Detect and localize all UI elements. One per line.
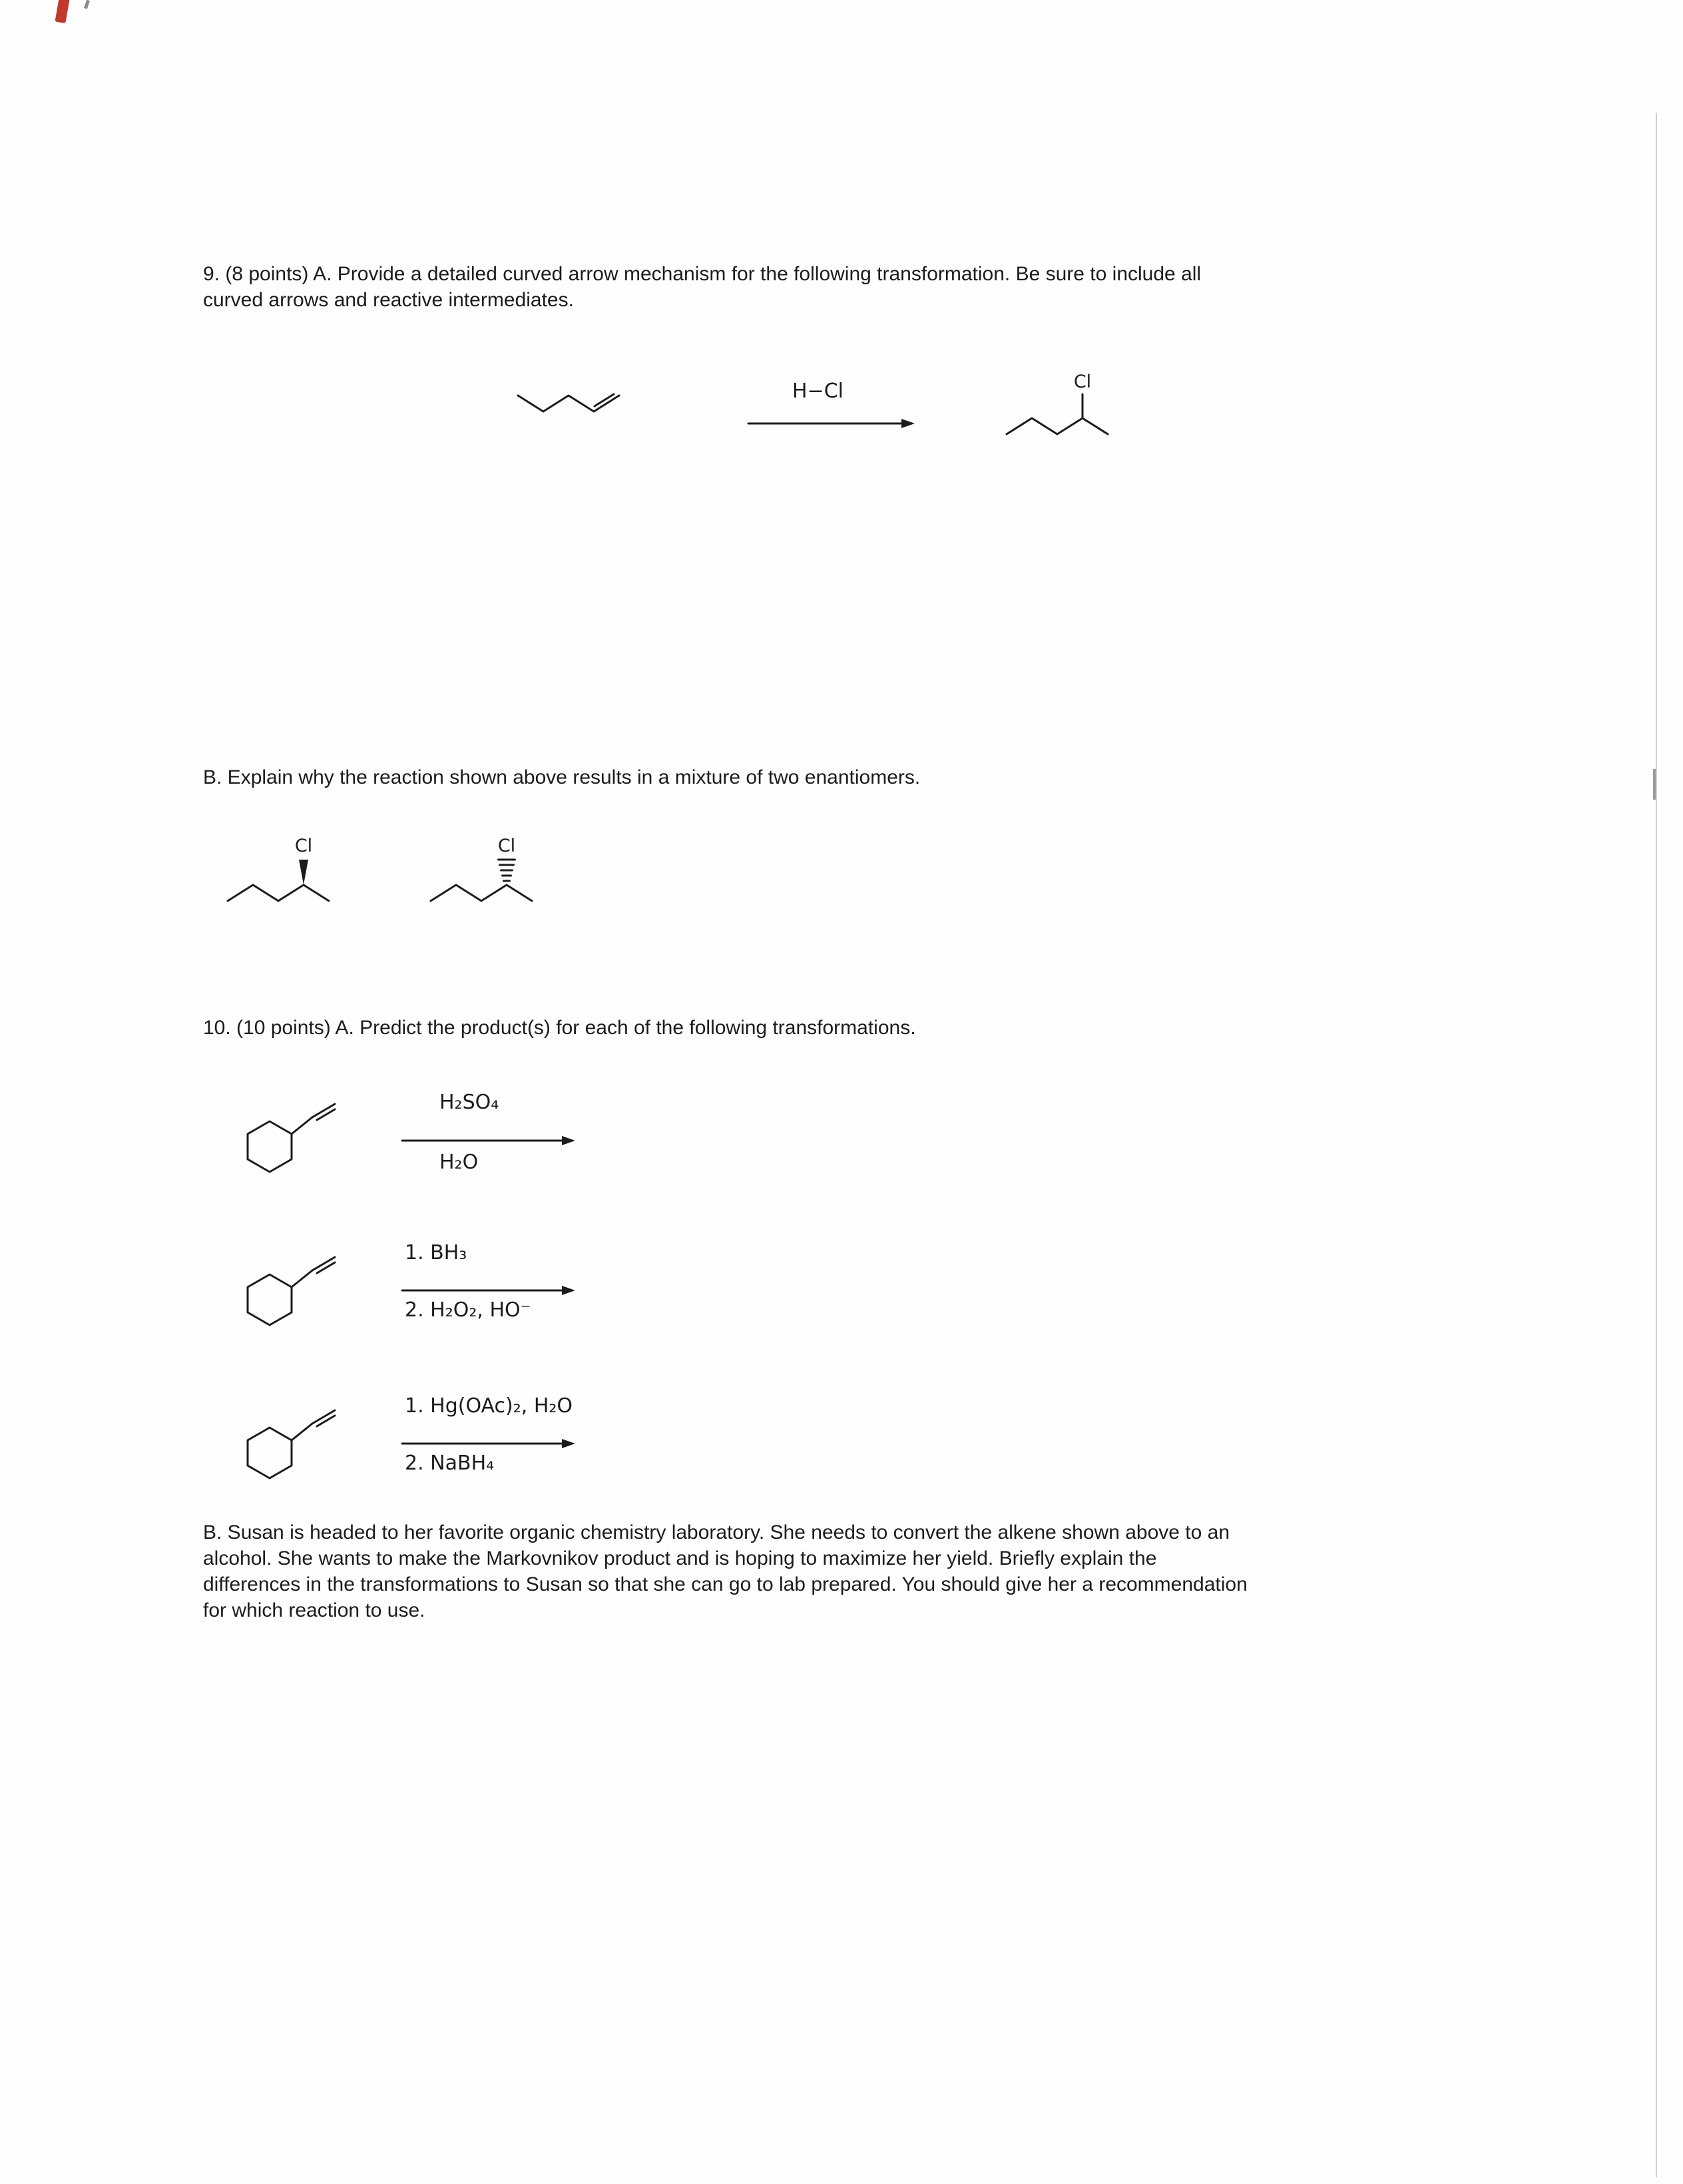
arrowhead	[562, 1439, 575, 1448]
question9-part-a-prompt	[203, 261, 1601, 313]
scan-smudge	[84, 0, 90, 9]
enantiomer-wedge-structure	[220, 816, 373, 922]
red-pen-mark	[55, 0, 70, 23]
arrowhead	[901, 419, 915, 428]
prompt-line: alcohol. She wants to make the Markovnikov product and is hoping to maximize her yield. Briefly explain the	[203, 1547, 1157, 1569]
arrowhead	[562, 1286, 575, 1295]
hcl-label: H−Cl	[792, 380, 843, 403]
prompt-line: curved arrows and reactive intermediates.	[203, 289, 574, 311]
vinylcyclohexane-structure	[230, 1085, 376, 1185]
reagent-below-label: 2. H₂O₂, HO⁻	[405, 1298, 531, 1322]
vinylcyclohexane-structure	[230, 1238, 376, 1338]
scan-edge-line	[1656, 113, 1657, 2177]
reagent-above-label: 1. Hg(OAc)₂, H₂O	[405, 1394, 573, 1418]
question9-part-b-prompt: B. Explain why the reaction shown above results in a mixture of two enantiomers.	[203, 766, 921, 788]
reaction-arrow	[399, 1130, 579, 1151]
prompt-line: 9. (8 points) A. Provide a detailed curved arrow mechanism for the following transformation. Be sure to include all	[203, 263, 1202, 285]
prompt-line: differences in the transformations to Susan so that she can go to lab prepared. You should give her a recommendation	[203, 1573, 1248, 1595]
ring-vinyl-bond	[292, 1424, 312, 1440]
wedge-bond	[299, 860, 308, 885]
carbon-chain	[518, 396, 619, 411]
prompt-line: B. Susan is headed to her favorite organic chemistry laboratory. She needs to convert the alkene shown above to an	[203, 1521, 1230, 1543]
hash-bond	[499, 860, 515, 881]
scan-edge-tick	[1653, 769, 1656, 800]
enantiomer-dash-structure	[423, 816, 576, 922]
vinyl-double-bond-inner	[317, 1262, 335, 1273]
cyclohexane-ring	[248, 1121, 292, 1172]
cyclohexane-ring	[248, 1428, 292, 1478]
carbon-chain	[228, 885, 329, 901]
cl-atom-label: Cl	[497, 836, 516, 856]
reagent-below-label: H₂O	[439, 1151, 479, 1174]
ring-vinyl-bond	[292, 1270, 312, 1287]
carbon-chain	[431, 885, 532, 901]
cyclohexane-ring	[248, 1274, 292, 1325]
carbon-chain	[1007, 418, 1108, 434]
pentene-structure	[513, 373, 652, 433]
ring-vinyl-bond	[292, 1117, 312, 1134]
reagent-above-label: 1. BH₃	[405, 1241, 467, 1264]
cl-atom-label: Cl	[294, 836, 313, 856]
reaction-arrow	[746, 413, 919, 434]
arrowhead	[562, 1136, 575, 1145]
question10-prompt: 10. (10 points) A. Predict the product(s) for each of the following transformations.	[203, 1017, 916, 1039]
vinyl-double-bond-inner	[317, 1109, 335, 1120]
vinylcyclohexane-structure	[230, 1392, 376, 1492]
vinyl-double-bond-inner	[317, 1416, 335, 1426]
chloropentane-structure	[999, 360, 1152, 459]
cl-atom-label: Cl	[1073, 372, 1092, 392]
prompt-line: for which reaction to use.	[203, 1599, 425, 1621]
reagent-below-label: 2. NaBH₄	[405, 1452, 495, 1475]
reagent-above-label: H₂SO₄	[439, 1091, 499, 1114]
question10-part-b-prompt	[203, 1519, 1601, 1623]
